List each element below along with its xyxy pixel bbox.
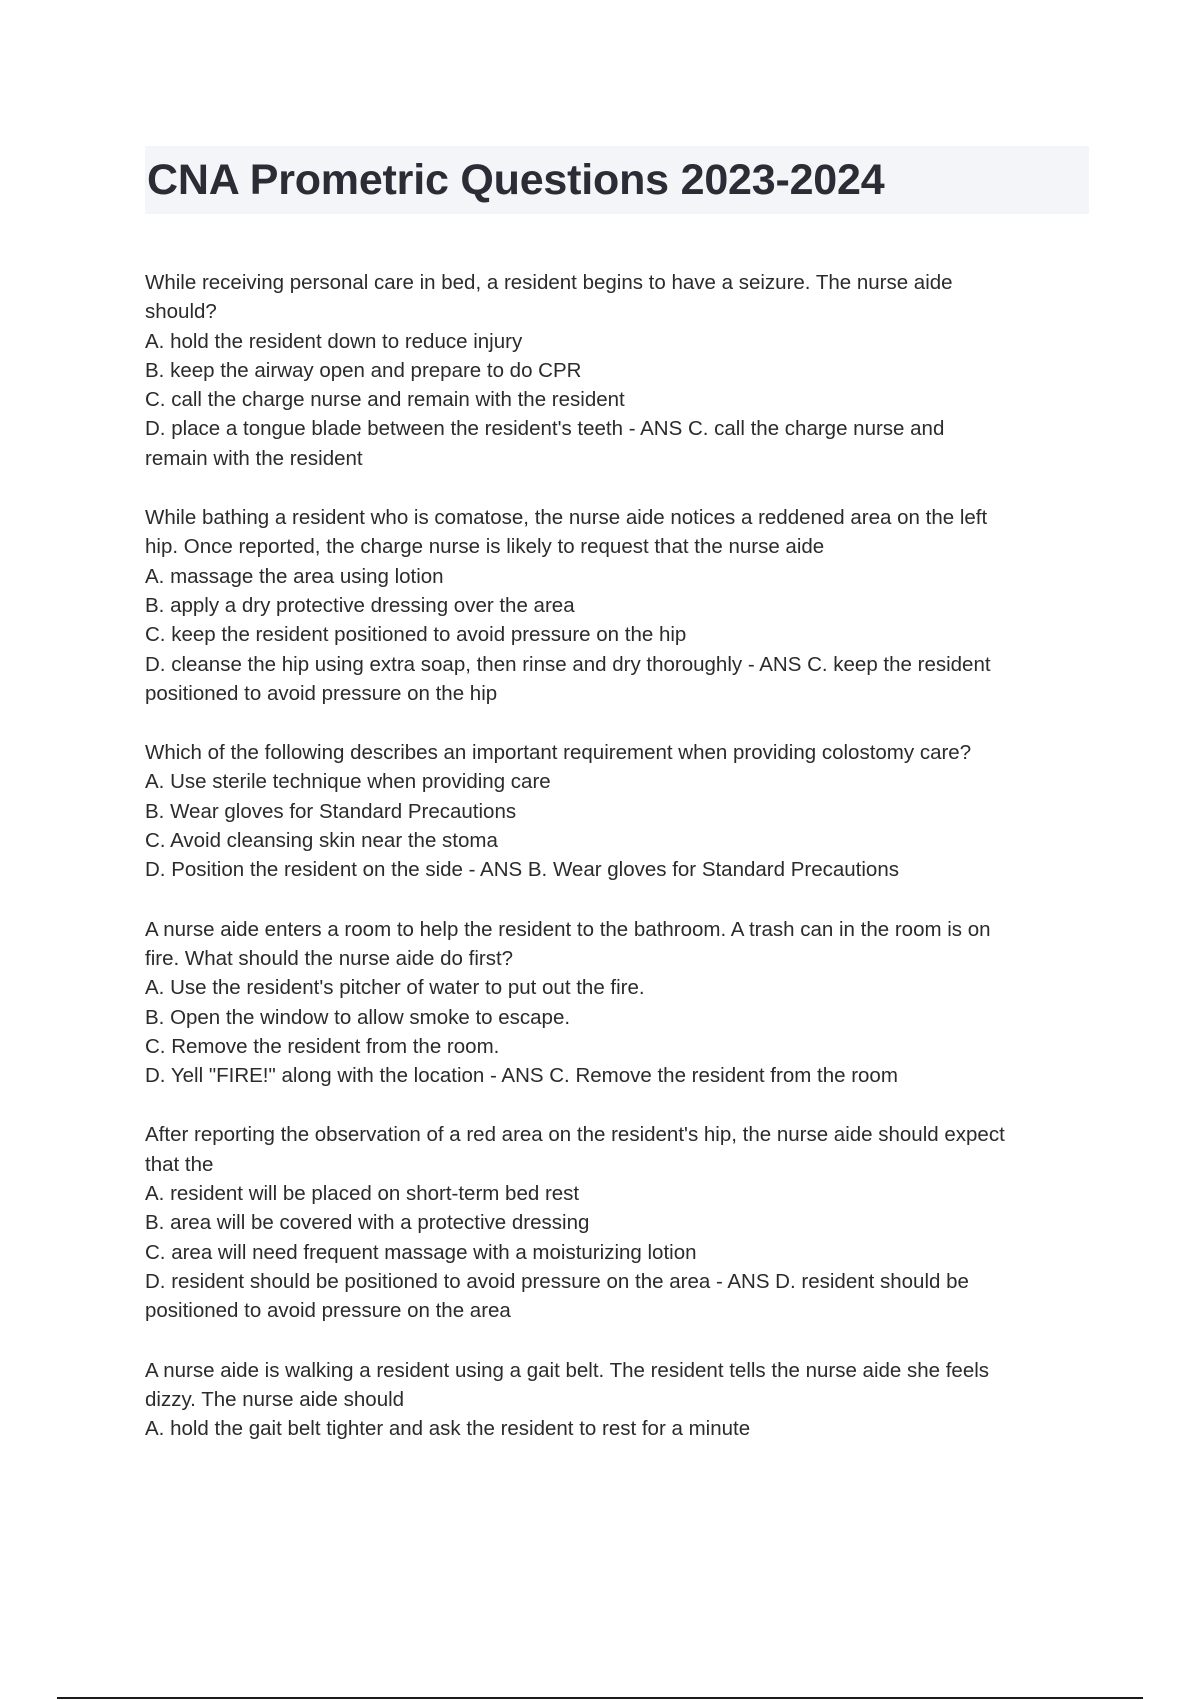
question-line: D. Yell "FIRE!" along with the location - ANS C. Remove the resident from the room bbox=[145, 1064, 898, 1088]
question-text-line: Which of the following describes an important requirement when providing colostomy care? bbox=[145, 741, 972, 765]
question-line: B. area will be covered with a protective dressing bbox=[145, 1211, 590, 1235]
question-line: dizzy. The nurse aide should bbox=[145, 1387, 405, 1411]
document-title: CNA Prometric Questions 2023-2024 bbox=[147, 156, 885, 204]
question-block bbox=[145, 268, 1090, 473]
question-text-line: After reporting the observation of a red area on the resident's hip, the nurse aide should expect bbox=[145, 1123, 1005, 1147]
question-line: B. Wear gloves for Standard Precautions bbox=[145, 799, 517, 823]
question-line: A. hold the resident down to reduce injury bbox=[145, 329, 523, 353]
question-list bbox=[145, 268, 1090, 1473]
question-line: C. call the charge nurse and remain with the resident bbox=[145, 388, 625, 412]
question-line: C. Remove the resident from the room. bbox=[145, 1034, 500, 1058]
question-line: A. Use sterile technique when providing care bbox=[145, 770, 551, 794]
question-line: fire. What should the nurse aide do first? bbox=[145, 946, 514, 970]
question-text-line: A nurse aide enters a room to help the resident to the bathroom. A trash can in the room is on bbox=[145, 917, 991, 941]
footer-divider bbox=[57, 1697, 1143, 1699]
question-line: positioned to avoid pressure on the area bbox=[145, 1299, 511, 1323]
question-block bbox=[145, 1356, 1090, 1444]
question-text-line: While receiving personal care in bed, a resident begins to have a seizure. The nurse aide bbox=[145, 271, 953, 294]
question-block bbox=[145, 1120, 1090, 1325]
question-line: D. place a tongue blade between the resident's teeth - ANS C. call the charge nurse and bbox=[145, 417, 945, 441]
title-banner bbox=[145, 146, 1089, 214]
question-line: remain with the resident bbox=[145, 446, 363, 470]
question-line: A. resident will be placed on short-term bed rest bbox=[145, 1182, 580, 1206]
question-text-line: While bathing a resident who is comatose, the nurse aide notices a reddened area on the left bbox=[145, 506, 988, 530]
question-line: B. keep the airway open and prepare to do CPR bbox=[145, 358, 582, 382]
question-line: A. massage the area using lotion bbox=[145, 564, 444, 588]
question-text-line: A nurse aide is walking a resident using a gait belt. The resident tells the nurse aide she feels bbox=[145, 1358, 990, 1382]
question-line: C. Avoid cleansing skin near the stoma bbox=[145, 829, 498, 853]
question-block bbox=[145, 738, 1090, 884]
question-line: A. hold the gait belt tighter and ask the resident to rest for a minute bbox=[145, 1417, 751, 1441]
question-line: C. area will need frequent massage with a moisturizing lotion bbox=[145, 1240, 697, 1264]
question-block bbox=[145, 915, 1090, 1091]
question-line: that the bbox=[145, 1152, 214, 1176]
question-line: should? bbox=[145, 300, 217, 324]
question-line: D. cleanse the hip using extra soap, then rinse and dry thoroughly - ANS C. keep the resident bbox=[145, 652, 991, 676]
question-line: C. keep the resident positioned to avoid pressure on the hip bbox=[145, 623, 687, 647]
question-line: D. resident should be positioned to avoid pressure on the area - ANS D. resident should be bbox=[145, 1269, 969, 1293]
question-line: hip. Once reported, the charge nurse is likely to request that the nurse aide bbox=[145, 535, 825, 559]
question-line: positioned to avoid pressure on the hip bbox=[145, 681, 498, 705]
question-line: B. Open the window to allow smoke to escape. bbox=[145, 1005, 571, 1029]
question-line: D. Position the resident on the side - ANS B. Wear gloves for Standard Precautions bbox=[145, 858, 899, 882]
question-line: B. apply a dry protective dressing over the area bbox=[145, 593, 575, 617]
question-block bbox=[145, 503, 1090, 708]
question-line: A. Use the resident's pitcher of water to put out the fire. bbox=[145, 976, 645, 1000]
